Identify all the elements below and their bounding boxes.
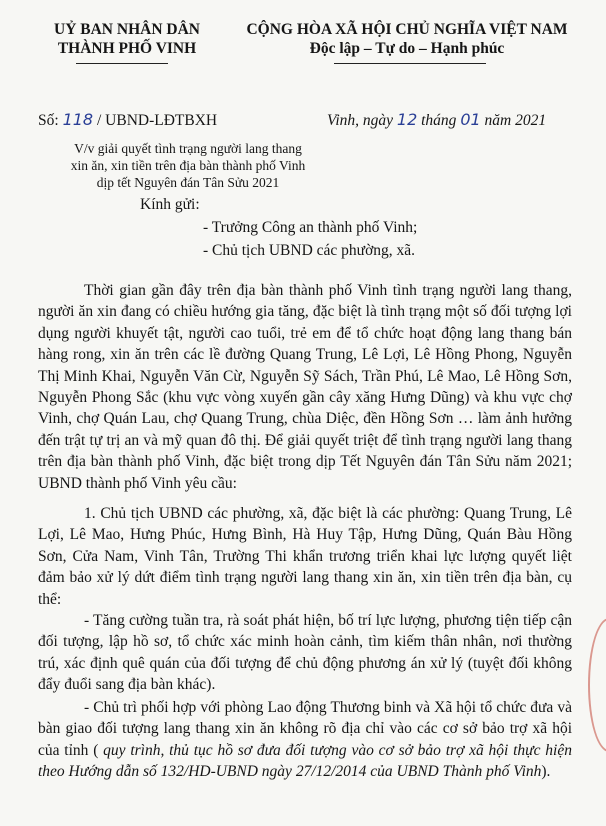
subject-block bbox=[38, 140, 338, 191]
subject-line-1: V/v giải quyết tình trạng người lang thang bbox=[74, 141, 302, 156]
recipient-1: - Trưởng Công an thành phố Vinh; bbox=[203, 219, 418, 236]
bullet-2-paragraph bbox=[38, 697, 572, 783]
document-date bbox=[327, 110, 546, 130]
national-motto: Độc lập – Tự do – Hạnh phúc bbox=[309, 40, 505, 57]
recipient-2: - Chủ tịch UBND các phường, xã. bbox=[203, 242, 416, 259]
date-year-label: năm 2021 bbox=[480, 112, 547, 129]
issuer-block bbox=[22, 20, 232, 58]
bullet-2-main: - Chủ trì phối hợp với phòng Lao động Thương binh và Xã hội tổ chức đưa và bàn giao đối tượng lang thang xin ăn không rõ địa chỉ vào các cơ sở bảo trợ xã hội của tỉnh ( bbox=[38, 699, 572, 759]
handwritten-number: 118 bbox=[62, 110, 94, 129]
intro-paragraph: Thời gian gần đây trên địa bàn thành phố Vinh tình trạng người lang thang, người ăn xin đang có chiều hướng gia tăng, đặc biệt là tình trạng một số đối tượng lợi dụng người khuyết tật, người cao tuổi, trẻ em để tổ chức hoạt động lang thang bán hàng rong, xin ăn trên các lề đường Quang Trung, Lê Lợi, Lê Hồng Phong, Nguyễn Thị Minh Khai, Nguyễn Văn Cừ, Nguyễn Sỹ Sách, Trần Phú, Lê Mao, Lê Hồng Sơn, Nguyễn Phong Sắc (khu vực vòng xuyến gần cây xăng Hưng Dũng) và khu vực chợ Vinh, chợ Quán Lau, chợ Quang Trung, chùa Diệc, đền Hồng Sơn … làm ảnh hưởng đến trật tự trị an và mỹ quan đô thị. Để giải quyết triệt để tình trạng người lang thang trên địa bàn thành phố Vinh, đặc biệt trong dịp Tết Nguyên đán Tân Sửu năm 2021; UBND thành phố Vinh yêu cầu: bbox=[38, 282, 572, 492]
bullet-2-end: ). bbox=[541, 763, 551, 781]
national-motto-block bbox=[232, 20, 582, 58]
issuer-underline bbox=[76, 63, 168, 64]
handwritten-day: 12 bbox=[396, 110, 418, 129]
item-1-paragraph: 1. Chủ tịch UBND các phường, xã, đặc biệt là các phường: Quang Trung, Lê Lợi, Lê Mao, Hưng Phúc, Hưng Bình, Hà Huy Tập, Hưng Dũng, Quán Bàu Hồng Sơn, Cửa Nam, Vinh Tân, Trường Thi khẩn trương triển khai lực lượng quyết liệt đảm bảo xử lý dứt điểm tình trạng người lang thang xin ăn, xin tiền trên địa bàn, cụ thể: bbox=[38, 505, 572, 608]
motto-underline bbox=[334, 63, 486, 64]
bullet-1-paragraph: - Tăng cường tuần tra, rà soát phát hiện, bố trí lực lượng, phương tiện tiếp cận đối tượng, lập hồ sơ, tổ chức xác minh hoàn cảnh, tìm kiếm thân nhân, nơi thường trú, xác định quê quán của đối tượng để chủ động phương án xử lý (tuyệt đối không đẩy đuổi sang địa bàn khác). bbox=[38, 612, 572, 694]
salutation: Kính gửi: bbox=[140, 196, 200, 213]
red-stamp-edge bbox=[588, 618, 606, 752]
date-month-label: tháng bbox=[417, 112, 461, 129]
issuer-line-1: UỶ BAN NHÂN DÂN bbox=[54, 21, 200, 38]
number-suffix: / UBND-LĐTBXH bbox=[93, 112, 218, 129]
national-title: CỘNG HÒA XÃ HỘI CHỦ NGHĨA VIỆT NAM bbox=[246, 21, 568, 38]
handwritten-month: 01 bbox=[460, 110, 481, 129]
number-prefix: Số: bbox=[38, 112, 63, 129]
document-number bbox=[38, 110, 217, 130]
issuer-line-2: THÀNH PHỐ VINH bbox=[57, 40, 197, 57]
subject-line-2: xin ăn, xin tiền trên địa bàn thành phố Vinh bbox=[70, 158, 306, 173]
bullet-2-italic: quy trình, thủ tục hồ sơ đưa đối tượng vào cơ sở bảo trợ xã hội thực hiện theo Hướng dẫn số 132/HD-UBND ngày 27/12/2014 của UBND Thành phố Vinh bbox=[38, 741, 572, 781]
date-place: Vinh, ngày bbox=[327, 112, 397, 129]
subject-line-3: dịp tết Nguyên đán Tân Sửu 2021 bbox=[96, 175, 280, 190]
